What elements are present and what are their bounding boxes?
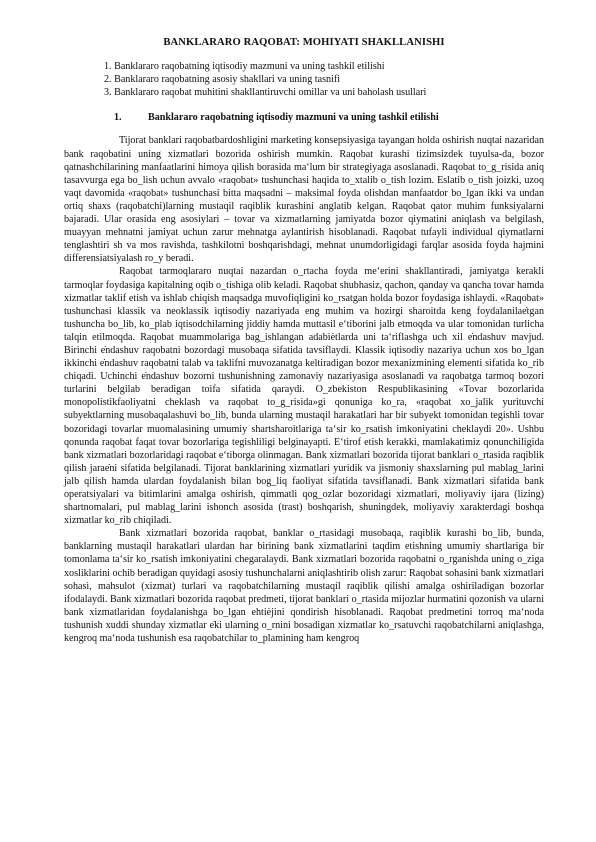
body-paragraph: Bank xizmatlari bozorida raqobat, banklar o_rtasidagi musobaqa, raqiblik kurashi bo_lib, bunda, banklarning mustaqil harakatlari ulardan har birining bank xizmatlarini taqdim etishning umumiy shartlariga bir tomonlama ta‘sir ko_rsatish imkoniyatini chegaralaydi. Bank xizmatlari bozorida raqobatni o_rganishda uning o_ziga xosliklarini ochib beradigan quyidagi asosiy tushunchalarni aniqlashtirib olish zarur: Raqobat sohasini bank xizmatlari sohasi, mahsulot (xizmat) turlari va raqobatchilarning mustaqil raqiblik qilishi amalga oshiriladigan bozorlar ifodalaydi. Bank xizmatlari bozorida raqobat predmeti, tijorat banklari o_rtasida mijozlar hurmatini qozonish va ularni bank xizmatlaridan foydalanishga bo_lgan ehtiėjini qondirish hisoblanadi. Raqobat predmetini torroq ma‘noda tushunish xuddi shunday xizmatlar е̇ki ularning o_rnini bosadigan xizmatlar ko_rsatuvchi raqobatchilarni aniqlashga, kengroq ma‘noda tushunish esa raqobatchilar to_plamining ham kengroq <box>64 528 544 645</box>
toc-item: 2. Banklararo raqobatning asosiy shakllari va uning tasnifi <box>104 74 341 86</box>
section-title: Banklararo raqobatning iqtisodiy mazmuni va uning tashkil etilishi <box>148 112 439 124</box>
table-of-contents <box>64 60 544 99</box>
body-paragraph: Raqobat tarmoqlararo nuqtai nazardan o_rtacha foyda me‘erini shakllantiradi, jamiyatga kerakli tarmoqlar foydasiga kapitalning oqib o_tishiga olib keladi. Raqobat shubhasiz, qachon, qanday va qancha tovar hamda xizmatlar taklif etish va ishlab chiqish maqsadga muvofiqligini ko_rsatgan holda bozor foydasiga ishlaydi. «Raqobat» tushunchasi klassik va neoklassik iqtisodiy nazariyada eng muhim va hozirgi sharoitda keng foydalanilaе̇tgan tushuncha bo_lib, ko_plab iqtisodchilarning jiddiy hamda muttasil e‘tiborini jalb etmoqda va ular tomonidan turlicha talqin etilmoqda. Raqobat muammolariga bag_ishlangan adabiėtlarda uni ta‘riflashga uch xil е̇ndashuv mavjud. Birinchi е̇ndashuv raqobatni bozordagi musobaqa sifatida tavsiflaydi. Klassik iqtisodiy nazariya uchun xos bo_lgan ikkinchi е̇ndashuv raqobatni talab va taklifni muvozanatga keltiradigan bozor mexanizmining elementi sifatida ko_rib chiqadi. Uchinchi е̇ndashuv bozorni tushunishning zamonaviy nazariyasiga asoslanadi va raqobatga tarmoq bozori turlarini belgilab beradigan toifa sifatida qaraydi. O_zbekiston Respublikasining «Tovar bozorlarida monopolistikfaoliyatni cheklash va raqobat to_g_risida»gi qonuniga ko_ra, «raqobat xo_jalik yurituvchi subyektlarning musobaqalashuvi bo_lib, bunda ularning mustaqil harakatlari har bir subyekt tomonidan tegishli tovar bozoridagi tovarlar muomalasining umumiy shartsharoitlariga ta‘sir ko_rsatish imkoniyatini cheklaydi 20». Ushbu qonunda raqobat faqat tovar bozorlariga tegishliligi belginayapti. E‘tirof etish kerakki, mamlakatimiz qonunchiligida bank xizmatlari bozorlaridagi raqobat e‘tiborga olinmagan. Bank xizmatlari bozorida tijorat banklari o_rtasida raqiblik qilish jaraе̇ni sifatida belgilanadi. Tijorat banklarining xizmatlari yuridik va jismoniy shaxslarning pul mablag_larini jalb qilish hamda ulardan foydalanish bilan bog_liq faoliyat sifatida tavsiflanadi. Bank xizmatlari sifatida bank operatsiyalari va bitimlarini amalga oshirish, qimmatli qog_ozlar bozoridagi xizmatlari, moliyaviy ijara (lizing) shartnomalari, pul mablag_larini ishonch asosida (trast) boshqarish, shuningdek, moliyaviy xarakterdagi boshqa xizmatlar ko_rib chiqiladi. <box>64 266 544 527</box>
section-heading <box>64 111 544 124</box>
body-paragraph: Tijorat banklari raqobatbardoshligini marketing konsepsiyasiga tayangan holda oshirish nuqtai nazaridan bank raqobatini uning xizmatlari bozorida oshirish mumkin. Raqobat kurashi tizimsizdek tuyulsa-da, bozor qatnashchilarining manfaatlarini himoya qilish borasida ma‘lum bir strategiyaga asoslanadi. Raqobat to_g_risida aniq tasavvurga ega bo_lish uchun avvalo «raqobat» tushunchasi haqida to_xtalib o_tish lozim. Eslatib o_tish joizki, uzoq vaqt davomida «raqobat» tushunchasi bitta maqsadni – maksimal foyda olishdan manfaatdor bo_lgan ikki va undan ortiq shaxs (raqobatchi)larning mustaqil raqiblik kurashini anglatib kelgan. Raqobat qator muhim funksiyalarni bajaradi. Ular orasida eng asosiylari – tovar va xizmatlarning jamiyatda bozor qiymatini aniqlash va belgilash, muayyan mehnatni jamiyat uchun zarur mehnatga aylantirish hisoblanadi. Raqobat tufayli individual qiymatlarni tenglashtiri sh va mos ravishda, tashkilotni boshqarishdagi, mehnat unumdorligidagi farqlar asosida foyda hajmini differensiatsiyalash ro_y beradi. <box>64 135 544 265</box>
document-title: BANKLARARO RAQOBAT: MOHIYATI SHAKLLANISHI <box>163 37 445 48</box>
toc-item: 1. Banklararo raqobatning iqtisodiy mazmuni va uning tashkil etilishi <box>104 61 385 73</box>
section-number: 1. <box>114 112 122 124</box>
toc-item: 3. Banklararo raqobat muhitini shakllantiruvchi omillar va uni baholash usullari <box>104 87 427 99</box>
